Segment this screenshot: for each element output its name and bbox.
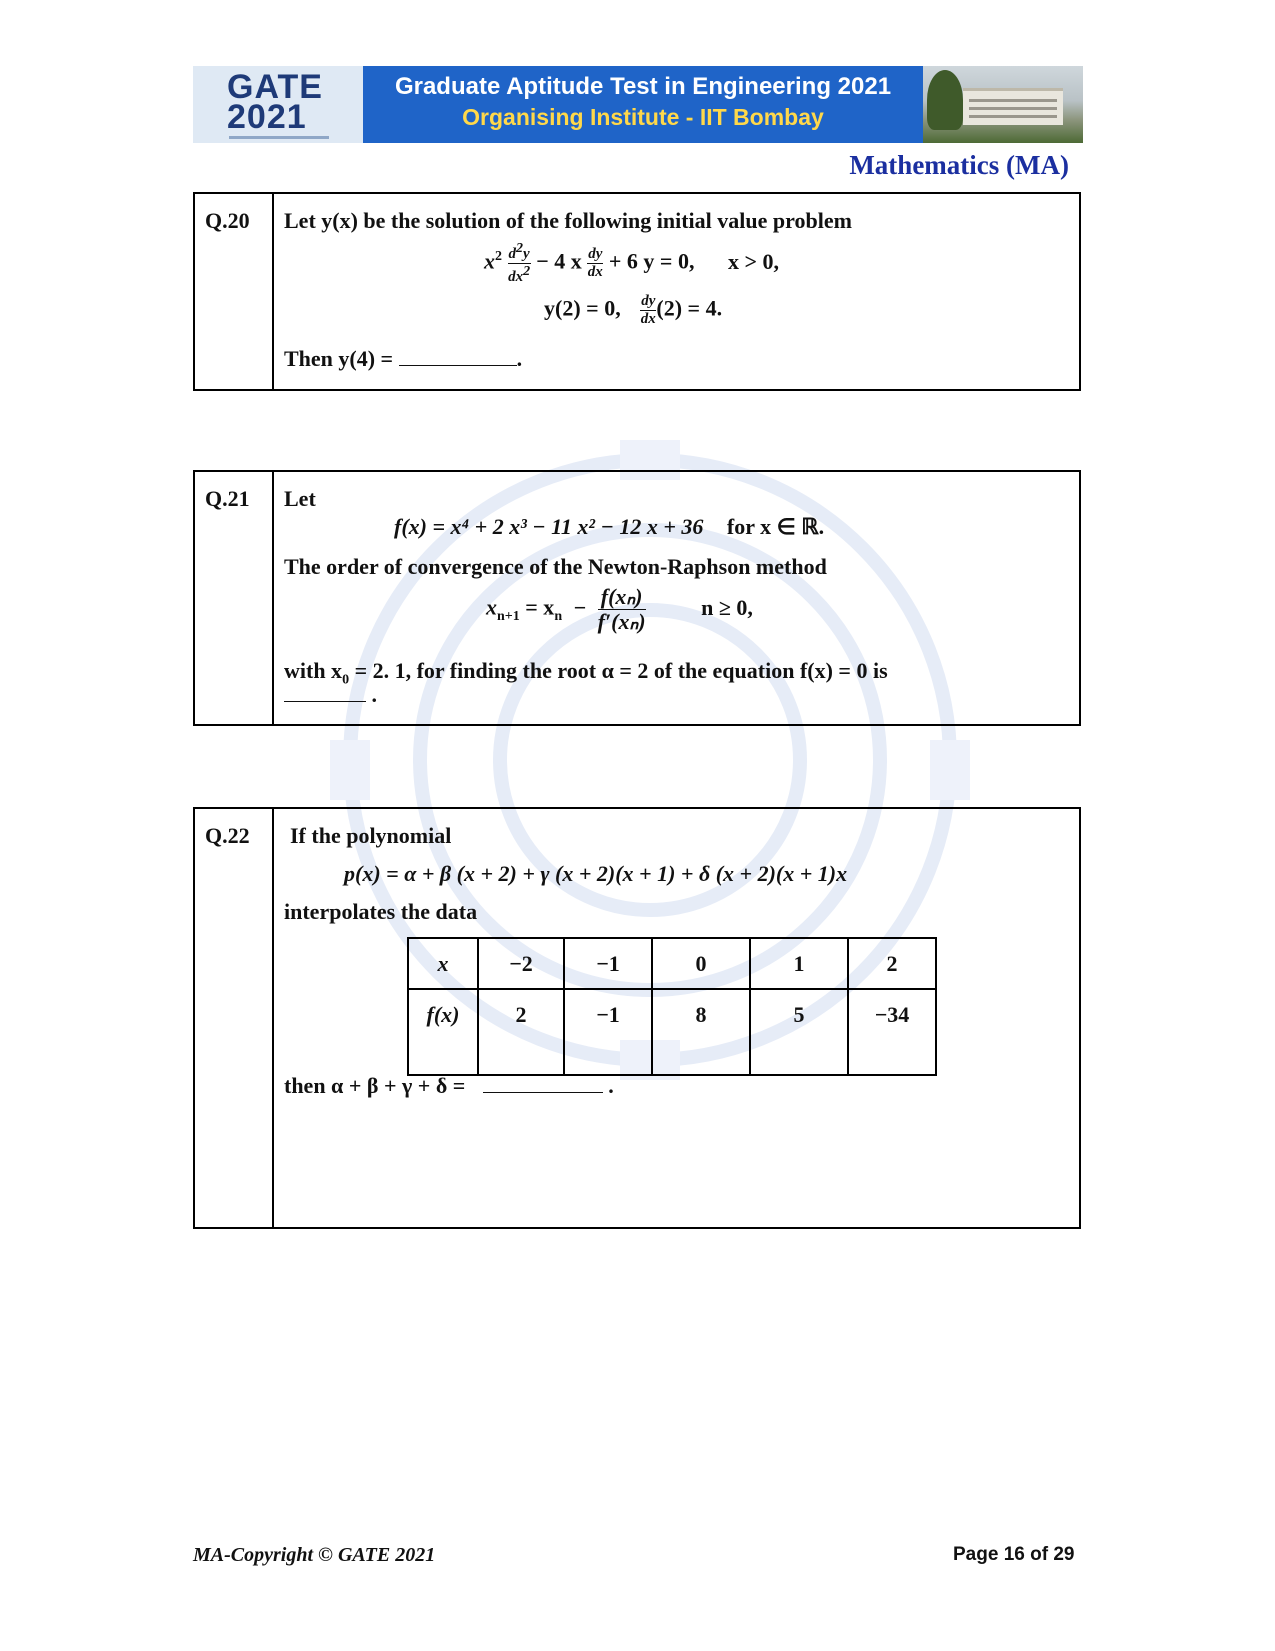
table-cell: −1 — [564, 989, 652, 1075]
eq-dy: dy — [588, 246, 603, 262]
eq-term-2: − 4 x — [536, 248, 582, 274]
question-20 — [193, 192, 1081, 391]
answer-prompt-text: then α + β + γ + δ = — [284, 1073, 466, 1098]
table-cell: 0 — [652, 938, 750, 989]
condition-derivative — [640, 294, 656, 327]
tree-image — [927, 70, 963, 130]
eq-d-power: 2 — [516, 241, 523, 256]
with-text: with x — [284, 658, 343, 683]
iter-x: x — [486, 594, 497, 620]
question-stem: Let y(x) be the solution of the following initial value problem — [284, 208, 852, 233]
question-body — [274, 194, 1079, 389]
eq-x-power: 2 — [495, 249, 502, 265]
answer-blank[interactable] — [284, 701, 366, 702]
table-cell: −1 — [564, 938, 652, 989]
initial-conditions — [544, 294, 722, 327]
header-banner — [193, 66, 1083, 143]
subject-title: Mathematics (MA) — [849, 150, 1069, 180]
iter-x-sub: n+1 — [497, 608, 520, 624]
x0-sub: 0 — [342, 672, 350, 688]
table-cell: 2 — [478, 989, 564, 1075]
eq-dx: dx — [508, 269, 524, 285]
answer-blank[interactable] — [483, 1092, 603, 1093]
iter-numerator: f(xₙ) — [598, 586, 646, 610]
eq-y: y — [523, 246, 530, 262]
institute-building-photo — [923, 66, 1083, 143]
cond-dy: dy — [641, 293, 656, 309]
table-cell: 1 — [750, 938, 848, 989]
table-cell: −34 — [848, 989, 936, 1075]
banner-title-line2: Organising Institute - IIT Bombay — [462, 104, 824, 130]
function-definition — [394, 514, 824, 540]
logo-year: 2021 — [227, 98, 307, 136]
condition-y: y(2) = 0, — [544, 295, 621, 321]
question-number: Q.21 — [195, 472, 274, 724]
answer-prompt — [284, 1073, 614, 1099]
answer-end: . — [371, 682, 377, 707]
logo-tagline-bar — [229, 136, 329, 139]
page-number: Page 16 of 29 — [953, 1544, 1075, 1565]
banner-title-line1: Graduate Aptitude Test in Engineering 2021 — [394, 73, 892, 100]
table-cell: f(x) — [408, 989, 478, 1075]
table-cell: x — [408, 938, 478, 989]
question-number: Q.22 — [195, 809, 274, 1227]
answer-end: . — [516, 346, 523, 371]
eq-d: d — [508, 246, 516, 262]
answer-end: . — [608, 1073, 614, 1098]
cond-dx: dx — [640, 311, 656, 327]
let-word: Let — [284, 486, 316, 511]
answer-blank[interactable] — [399, 365, 517, 366]
question-stem: The order of convergence of the Newton-Raphson method — [284, 554, 827, 579]
question-body — [274, 472, 1079, 724]
question-body — [274, 809, 1079, 1227]
eq-second-derivative — [508, 242, 531, 285]
banner-title — [363, 66, 923, 143]
function-domain: for x ∈ ℝ. — [726, 514, 825, 539]
interpolates-text: interpolates the data — [284, 899, 478, 924]
eq-x: x — [484, 248, 495, 274]
answer-prompt-text: Then y(4) = — [284, 346, 394, 371]
question-22 — [193, 807, 1081, 1229]
condition-derivative-value: (2) = 4. — [656, 295, 723, 321]
eq-term-3: + 6 y = 0, — [608, 248, 695, 274]
iter-minus: − — [573, 594, 587, 620]
polynomial-expression: p(x) = α + β (x + 2) + γ (x + 2)(x + 1) + δ (x + 2)(x + 1)x — [344, 861, 848, 886]
function-expression: f(x) = x⁴ + 2 x³ − 11 x² − 12 x + 36 — [394, 514, 704, 539]
eq-first-derivative — [587, 247, 603, 280]
building-image — [963, 88, 1063, 125]
newton-raphson-iteration — [486, 586, 753, 633]
eq-dx-power: 2 — [523, 264, 531, 279]
question-stem: If the polynomial — [290, 823, 452, 848]
with-rest: = 2. 1, for finding the root α = 2 of the equation f(x) = 0 is — [349, 658, 888, 683]
table-cell: 8 — [652, 989, 750, 1075]
iter-equals-x: = x — [525, 594, 555, 620]
gate-logo — [193, 66, 363, 143]
iter-fraction — [598, 586, 646, 633]
logo-word: GATE — [227, 68, 323, 106]
iter-denominator: f′(xₙ) — [597, 609, 646, 634]
eq-dx-2: dx — [587, 264, 603, 280]
copyright-footer: MA-Copyright © GATE 2021 — [193, 1544, 436, 1566]
question-number: Q.20 — [195, 194, 274, 389]
differential-equation — [484, 242, 779, 285]
eq-domain: x > 0, — [727, 248, 780, 274]
answer-prompt — [284, 346, 522, 372]
answer-line — [284, 682, 377, 708]
data-table — [407, 937, 937, 1076]
table-row — [408, 989, 936, 1075]
iter-condition: n ≥ 0, — [701, 594, 753, 620]
table-cell: −2 — [478, 938, 564, 989]
table-cell: 2 — [848, 938, 936, 989]
table-row — [408, 938, 936, 989]
table-cell: 5 — [750, 989, 848, 1075]
question-21 — [193, 470, 1081, 726]
iter-xn-sub: n — [554, 608, 563, 624]
